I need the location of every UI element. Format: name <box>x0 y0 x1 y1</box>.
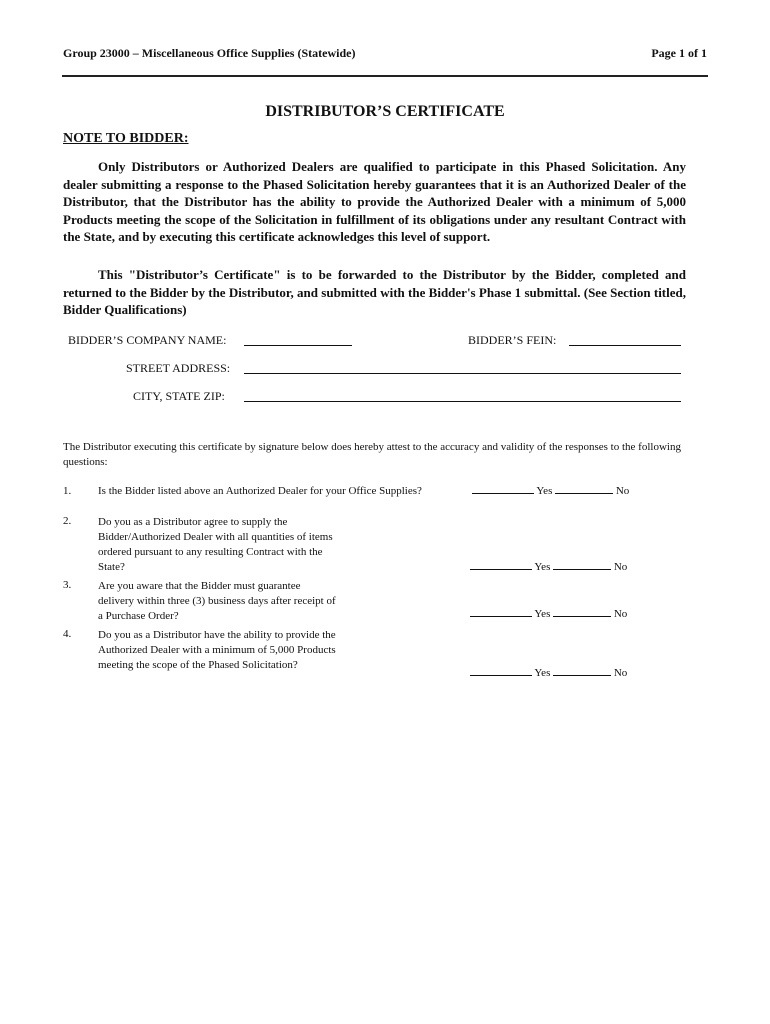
header-rule <box>62 75 708 77</box>
street-address-label: STREET ADDRESS: <box>126 361 231 375</box>
header-left: Group 23000 – Miscellaneous Office Supplies (Statewide) <box>63 46 356 60</box>
city-state-zip-field[interactable] <box>244 401 681 402</box>
company-name-field[interactable] <box>244 345 352 346</box>
question-2-no-blank[interactable] <box>553 568 611 570</box>
question-3-yes-label: Yes <box>534 608 551 620</box>
city-state-zip-label: CITY, STATE ZIP: <box>133 389 225 403</box>
question-1-no-label: No <box>615 485 630 497</box>
question-2-number: 2. <box>63 515 72 527</box>
paragraph-2-text: This "Distributor’s Certificate" is to be forwarded to the Distributor by the Bidder, completed and returned to the Bidder by the Distributor, and submitted with the Bidder's Phase 1 submittal. (See Section titled, Bidder Qualifications) <box>63 267 686 318</box>
fein-label: BIDDER’S FEIN: <box>468 333 557 347</box>
question-3-yes-blank[interactable] <box>470 615 532 617</box>
question-1-yes-blank[interactable] <box>472 492 534 494</box>
question-4-number: 4. <box>63 628 72 640</box>
document-title: DISTRIBUTOR’S CERTIFICATE <box>265 103 505 120</box>
paragraph-1-text: Only Distributors or Authorized Dealers are qualified to participate in this Phased Solicitation. Any dealer submitting a response to the Phased Solicitation hereby guarantees that it is an Authorized Dealer of the Distributor, that the Distributor has the ability to provide the Authorized Dealer with a minimum of 5,000 Products meeting the scope of the Solicitation in fulfillment of its obligations under any resultant Contract with the State, and by executing this certificate acknowledges this level of support. <box>63 159 686 245</box>
question-2-yes-label: Yes <box>534 561 551 573</box>
question-1-no-blank[interactable] <box>555 492 613 494</box>
question-2-text: Do you as a Distributor agree to supply the Bidder/Authorized Dealer with all quantities of items ordered pursuant to any resulting Contract with the State? <box>98 516 333 573</box>
question-1-number: 1. <box>63 485 72 497</box>
question-1-yes-label: Yes <box>536 485 553 497</box>
question-3-answer <box>470 608 627 620</box>
question-3-no-blank[interactable] <box>553 615 611 617</box>
fein-field[interactable] <box>569 345 681 346</box>
attestation-text: The Distributor executing this certificate by signature below does hereby attest to the accuracy and validity of the responses to the following questions: <box>63 441 681 468</box>
question-4-no-label: No <box>613 667 628 679</box>
question-4-text: Do you as a Distributor have the ability to provide the Authorized Dealer with a minimum of 5,000 Products meeting the scope of the Phased Solicitation? <box>98 629 336 671</box>
note-heading: NOTE TO BIDDER: <box>63 131 189 146</box>
question-2-no-label: No <box>613 561 628 573</box>
question-4-yes-label: Yes <box>534 667 551 679</box>
question-3-text: Are you aware that the Bidder must guarantee delivery within three (3) business days after receipt of a Purchase Order? <box>98 580 336 622</box>
street-address-field[interactable] <box>244 373 681 374</box>
question-2-answer <box>470 561 627 573</box>
header-page-number: Page 1 of 1 <box>651 46 707 60</box>
question-2-yes-blank[interactable] <box>470 568 532 570</box>
company-name-label: BIDDER’S COMPANY NAME: <box>68 333 227 347</box>
question-3-no-label: No <box>613 608 628 620</box>
question-1-answer <box>472 485 629 497</box>
paragraph-2 <box>63 266 686 319</box>
question-4-no-blank[interactable] <box>553 674 611 676</box>
question-4-answer <box>470 667 627 679</box>
paragraph-1 <box>63 158 686 246</box>
question-4-yes-blank[interactable] <box>470 674 532 676</box>
question-1-text: Is the Bidder listed above an Authorized Dealer for your Office Supplies? <box>98 485 422 497</box>
question-3-number: 3. <box>63 579 72 591</box>
